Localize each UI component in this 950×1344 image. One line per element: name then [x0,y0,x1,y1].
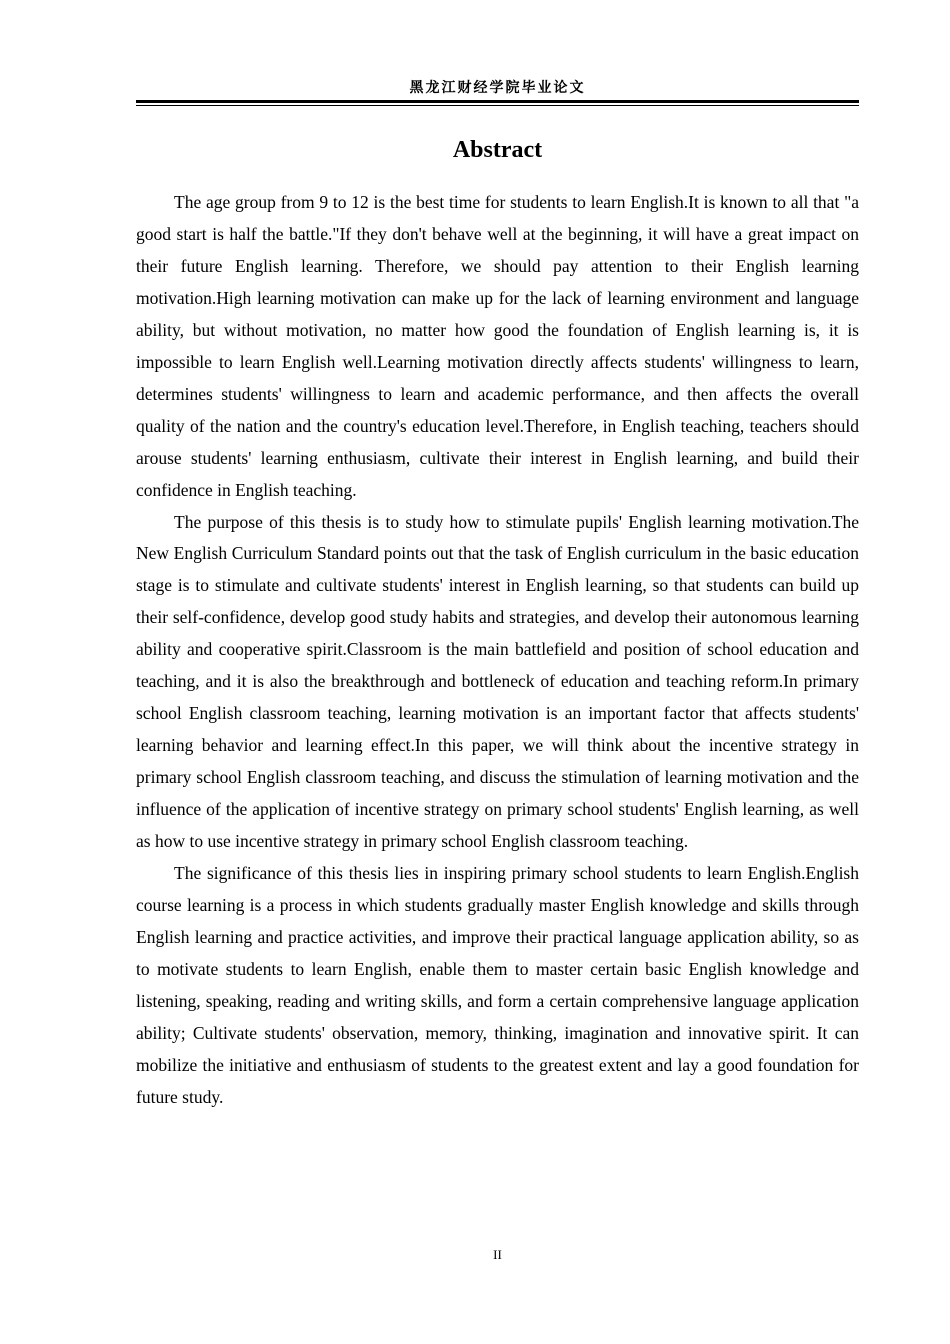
header-rule-thick [136,100,859,103]
header-rule-thin [136,105,859,106]
abstract-body [136,187,859,1114]
section-title: Abstract [452,137,543,163]
abstract-paragraph-2: The purpose of this thesis is to study how to stimulate pupils' English learning motivation.The New English Curriculum Standard points out that the task of English curriculum in the basic education stage is to stimulate and cultivate students' interest in English learning, so that students can build up their self-confidence, develop good study habits and strategies, and develop their autonomous learning ability and cooperative spirit.Classroom is the main battlefield and position of school education and teaching, and it is also the breakthrough and bottleneck of education and teaching reform.In primary school English classroom teaching, learning motivation is an important factor that affects students' learning behavior and learning effect.In this paper, we will think about the incentive strategy in primary school English classroom teaching, and discuss the stimulation of learning motivation and the influence of the application of incentive strategy on primary school students' English learning, as well as how to use incentive strategy in primary school English classroom teaching. [136,511,859,852]
abstract-paragraph-3: The significance of this thesis lies in inspiring primary school students to learn English.English course learning is a process in which students gradually master English knowledge and skills through English learning and practice activities, and improve their practical language application ability, so as to motivate students to learn English, enable them to master certain basic English knowledge and listening, speaking, reading and writing skills, and form a certain comprehensive language application ability; Cultivate students' observation, memory, thinking, imagination and innovative spirit. It can mobilize the initiative and enthusiasm of students to the greatest extent and lay a good foundation for future study. [136,863,859,1107]
abstract-paragraph-1: The age group from 9 to 12 is the best time for students to learn English.It is known to all that "a good start is half the battle."If they don't behave well at the beginning, it will have a great impact on their future English learning. Therefore, we should pay attention to their English learning motivation.High learning motivation can make up for the lack of learning environment and language ability, but without motivation, no matter how good the foundation of English learning is, it is impossible to learn English well.Learning motivation directly affects students' willingness to learn, determines students' willingness to learn and academic performance, and then affects the overall quality of the nation and the country's education level.Therefore, in English teaching, teachers should arouse students' learning enthusiasm, cultivate their interest in English learning, and build their confidence in English teaching. [136,192,859,500]
page-number: II [493,1247,502,1262]
running-header: 黑龙江财经学院毕业论文 [409,80,586,96]
